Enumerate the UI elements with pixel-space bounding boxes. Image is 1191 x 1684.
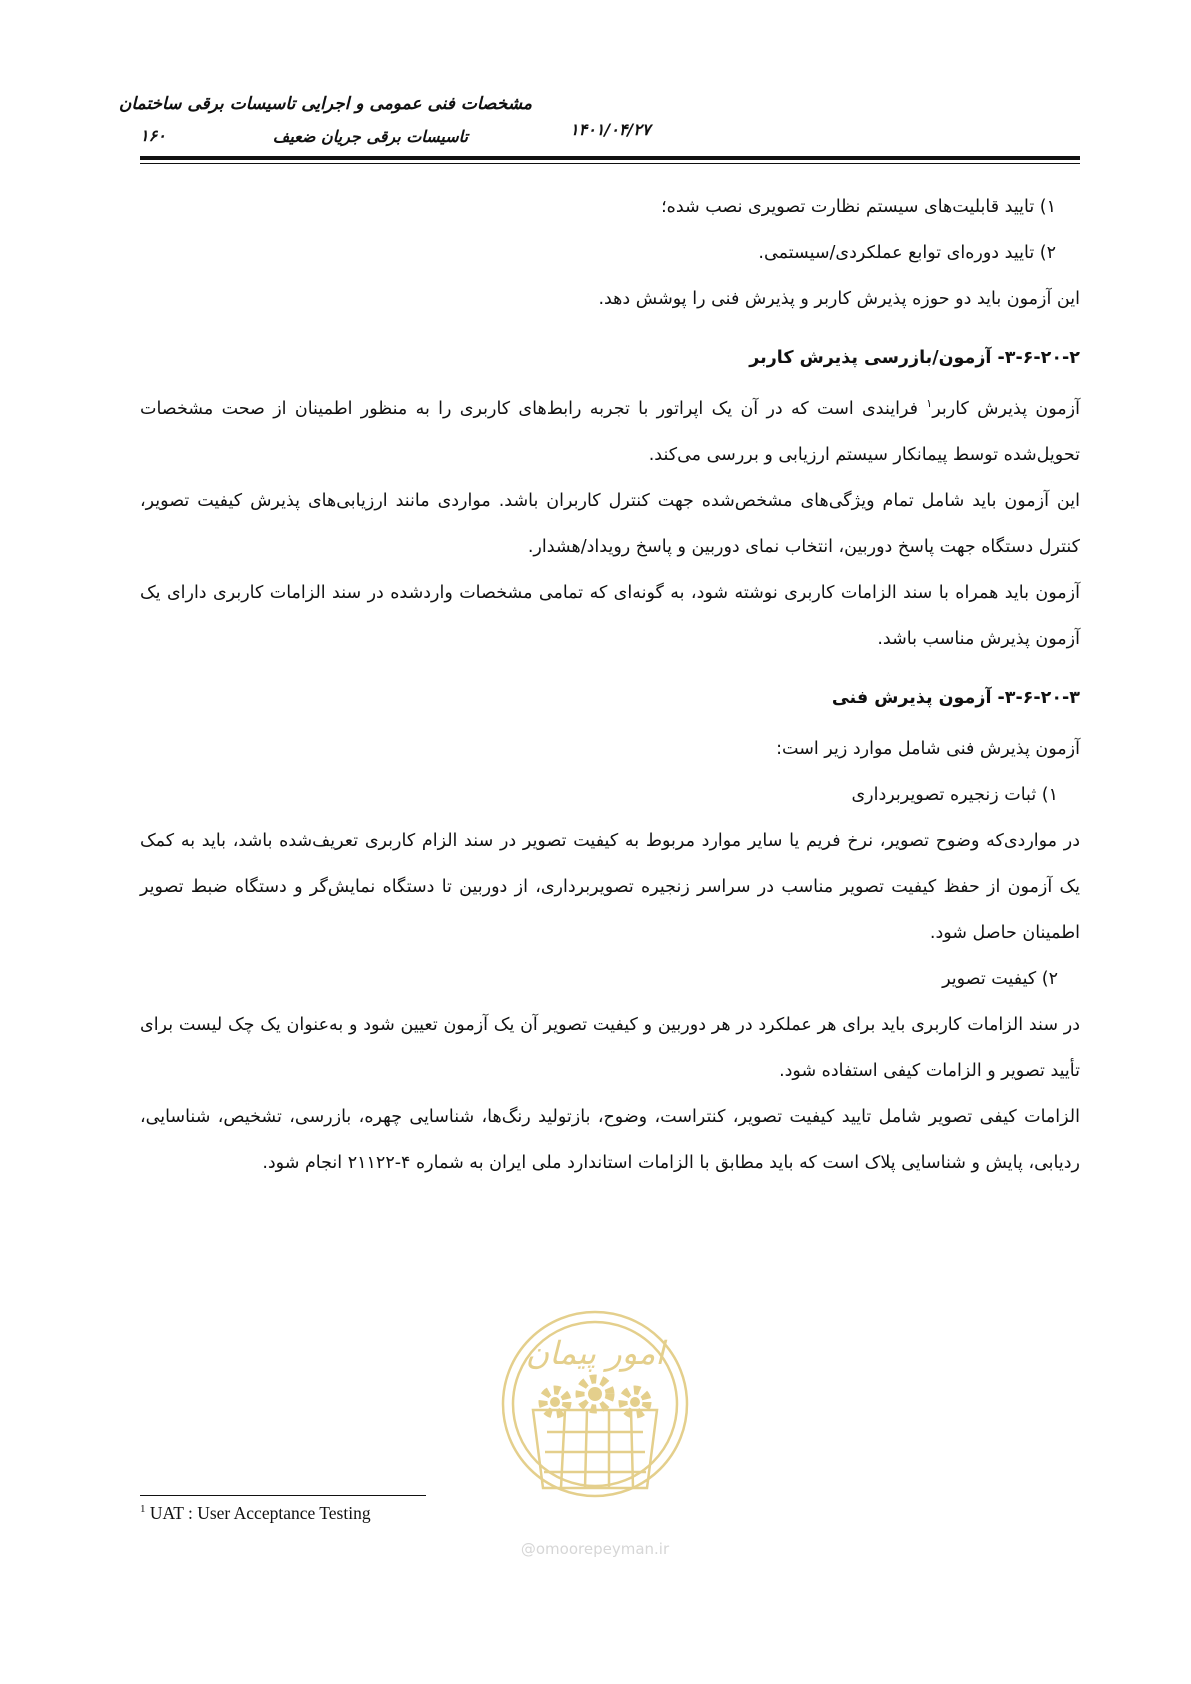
- section-heading-technical-acceptance: ۳-۶-۲۰-۳- آزمون پذیرش فنی: [831, 688, 1080, 708]
- header-rule-thin: [140, 163, 1080, 164]
- page-number: ۱۶۰: [140, 126, 166, 145]
- uat-definition-text: فرایندی است که در آن یک اپراتور با تجربه رابط‌های کاربری را به منظور اطمینان از صحت مشخصات تحویل‌شده توسط پیمانکار سیستم ارزیابی و بررسی می‌کند.: [140, 399, 1080, 465]
- paragraph-image-quality: در سند الزامات کاربری باید برای هر عملکرد در هر دوربین و کیفیت تصویر آن یک آزمون تعیین شود و به‌عنوان یک چک لیست برای تأیید تصویر و الزامات کیفی استفاده شود.: [140, 1015, 1080, 1081]
- footnote-reference: ۱: [926, 397, 933, 411]
- paragraph-uat-requirements: آزمون باید همراه با سند الزامات کاربری نوشته شود، به گونه‌ای که تمامی مشخصات واردشده در سند الزامات کاربری دارای یک آزمون پذیرش مناسب باشد.: [140, 583, 1080, 649]
- paragraph-uat-definition: [140, 386, 1080, 478]
- document-subtitle: تاسیسات برقی جریان ضعیف: [272, 127, 468, 146]
- list-item-imaging-chain: ۱) ثبات زنجیره تصویربرداری: [851, 785, 1058, 805]
- footnote: [140, 1503, 371, 1524]
- paragraph-imaging-chain: در مواردی‌که وضوح تصویر، نرخ فریم یا سایر موارد مربوط به کیفیت تصویر در سند الزام کاربری تعریف‌شده باشد، باید به کمک یک آزمون از حفظ کیفیت تصویر مناسب در سراسر زنجیره تصویربرداری، از دوربین تا دستگاه نمایش‌گر و دستگاه ضبط تصویر اطمینان حاصل شود.: [140, 831, 1080, 943]
- footnote-text: UAT : User Acceptance Testing: [145, 1503, 371, 1523]
- paragraph-quality-requirements: الزامات کیفی تصویر شامل تایید کیفیت تصویر، کنتراست، وضوح، بازتولید رنگ‌ها، شناسایی چهره، بازرسی، تشخیص، شناسایی، ردیابی، پایش و شناسایی پلاک است که باید مطابق با الزامات استاندارد ملی ایران به شماره ۴-۲۱۱۲۲ انجام شود.: [140, 1107, 1080, 1173]
- list-item-image-quality: ۲) کیفیت تصویر: [942, 969, 1058, 989]
- header-rule-thick: [140, 156, 1080, 160]
- watermark-url: @omoorepeyman.ir: [520, 1540, 670, 1558]
- watermark-logo-text: امور پیمان: [525, 1334, 665, 1372]
- document-date: ۱۴۰۱/۰۴/۲۷: [570, 120, 651, 139]
- intro-note: این آزمون باید دو حوزه پذیرش کاربر و پذیرش فنی را پوشش دهد.: [598, 289, 1080, 309]
- watermark-logo: [487, 1292, 703, 1556]
- footnote-separator: [140, 1495, 426, 1496]
- watermark-seal-icon: [487, 1292, 703, 1532]
- paragraph-uat-scope: این آزمون باید شامل تمام ویژگی‌های مشخص‌شده جهت کنترل کاربران باشد. مواردی مانند ارزیابی‌های پذیرش کیفیت تصویر، کنترل دستگاه جهت پاسخ دوربین، انتخاب نمای دوربین و پاسخ رویداد/هشدار.: [140, 491, 1080, 557]
- page-header: [118, 84, 1080, 168]
- uat-term: آزمون پذیرش کاربر: [932, 399, 1080, 419]
- document-title: مشخصات فنی عمومی و اجرایی تاسیسات برقی ساختمان: [118, 94, 532, 114]
- paragraph-technical-intro: آزمون پذیرش فنی شامل موارد زیر است:: [776, 739, 1080, 759]
- intro-item-1: ۱) تایید قابلیت‌های سیستم نظارت تصویری نصب شده؛: [661, 197, 1056, 217]
- footnote-marker: 1: [140, 1503, 146, 1516]
- intro-item-2: ۲) تایید دوره‌ای توابع عملکردی/سیستمی.: [758, 243, 1056, 263]
- section-heading-user-acceptance: ۳-۶-۲۰-۲- آزمون/بازرسی پذیرش کاربر: [749, 348, 1080, 368]
- page-body: [140, 184, 1080, 1284]
